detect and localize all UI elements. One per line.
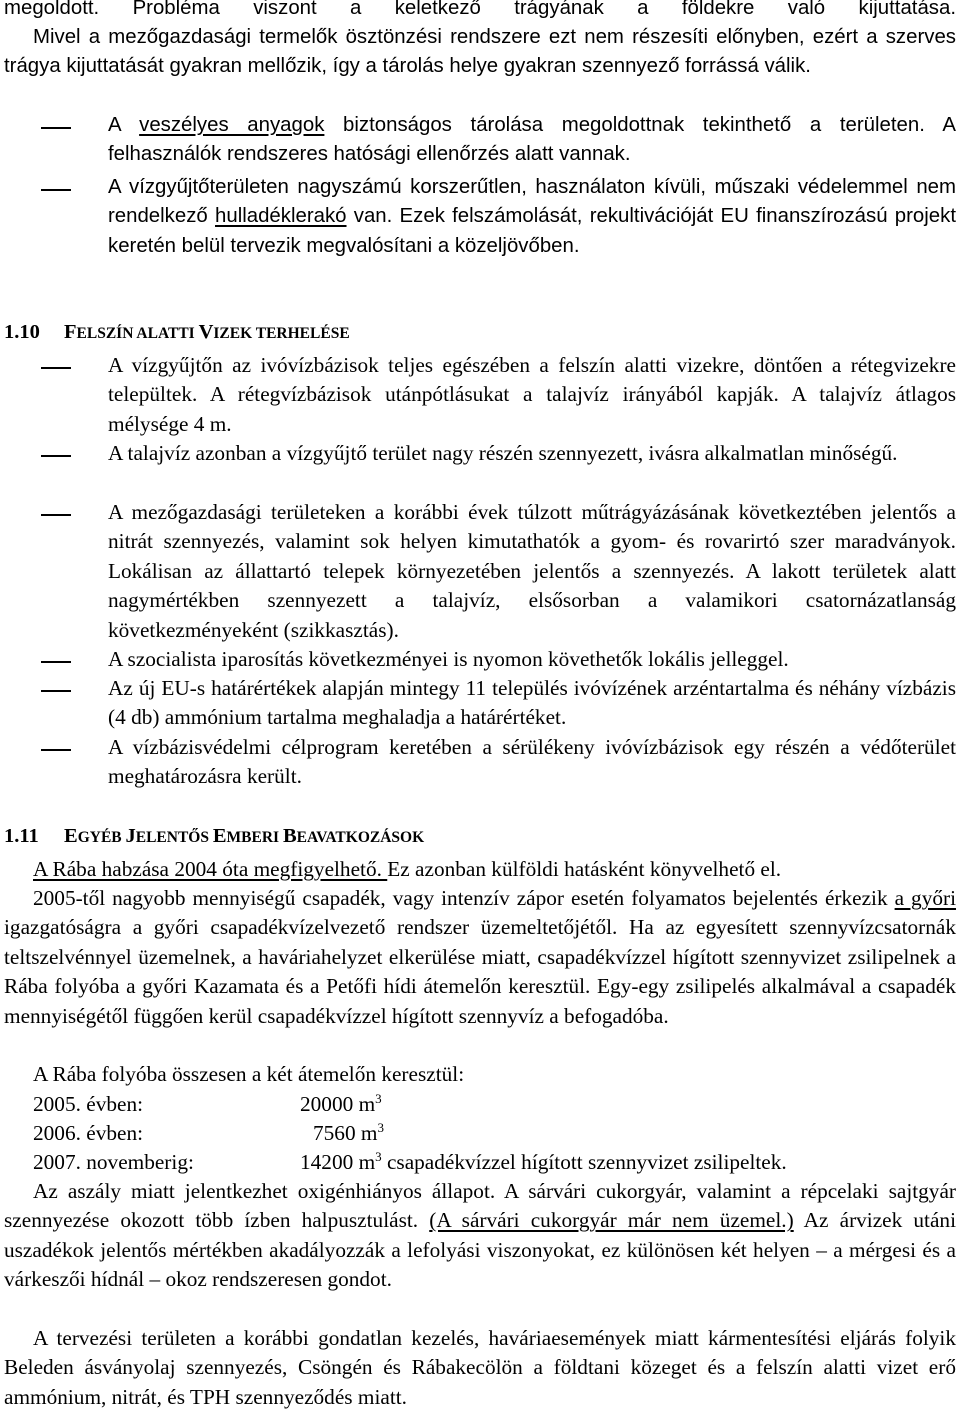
discharge-value: 20000 $m^3$ bbox=[300, 1091, 382, 1116]
bullet-landfills: A vízgyűjtőterületen nagyszámú korszerűtlen, használaton kívüli, műszaki védelemmel nem rendelkező hulladéklerakó van. Ezek felszámolását, rekultivációját EU finanszírozású projekt keretén belül tervezik megvalósítani a közeljövőben. bbox=[108, 176, 957, 257]
section-heading-1-11: 1.11 EGYÉB JELENTŐS EMBERI BEAVATKOZÁSOK bbox=[4, 822, 424, 852]
drought-paragraph: Az aszály miatt jelentkezhet oxigénhiányos állapot. A sárvári cukorgyár, valamint a répcelaki sajtgyár szennyezése okozott több ízben halpusztulást. (A sárvári cukorgyár már nem üzemel.) Az árvizek utáni uszadékok jelentős mértékben akadályozzák a lefolyási viszonyokat, ez különösen két helyen – a mérgesi és a várkeszői hídnál – okoz rendszeresen gondot. bbox=[4, 1179, 956, 1292]
discharge-year-label: 2007. novemberig: bbox=[33, 1150, 194, 1174]
bullet-dash bbox=[41, 749, 71, 751]
section-heading-1-10: 1.10 FELSZÍN ALATTI VIZEK TERHELÉSE bbox=[4, 318, 350, 348]
underlined-term: hulladéklerakó bbox=[215, 205, 347, 228]
bullet-industrialisation: A szocialista iparosítás következményei is nyomon követhetők lokális jelleggel. bbox=[108, 647, 789, 671]
section-number: 1.10 bbox=[4, 321, 40, 343]
raba-stormwater-paragraph: 2005-től nagyobb mennyiségű csapadék, vagy intenzív zápor esetén folyamatos bejelentés érkezik a győri igazgatóságra a győri csapadékvízelvezető rendszer üzemeltetőjétől. Ha az egyesített szennyvízcsatornák teltszelvénnyel üzemelnek, a haváriahelyzet elkerülése miatt, csapadékvízzel hígított szennyvizet zsilipelnek a Rába folyóba a győri Kazamata és a Petőfi hídi átemelőn keresztül. Egy-egy zsilipelés alkalmával a csapadék mennyiségétől függően kerül csapadékvízzel hígított szennyvíz a befogadóba. bbox=[4, 886, 957, 1028]
remediation-paragraph: A tervezési területen a korábbi gondatlan kezelés, haváriaesemények miatt kármentesítési eljárás folyik Beleden ásványolaj szennyezés, Csöngén és Rábakecölön a földtani közeget és a felszín alatti vizet erő ammónium, nitrát, és TPH szennyeződés miatt. bbox=[4, 1326, 956, 1409]
bullet-groundwater-quality: A talajvíz azonban a vízgyűjtő terület nagy részén szennyezett, ivásra alkalmatlan minőségű. bbox=[108, 441, 898, 465]
raba-total-label: A Rába folyóba összesen a két átemelőn keresztül: bbox=[33, 1062, 465, 1086]
bullet-hazardous-storage: A veszélyes anyagok biztonságos tárolása megoldottnak tekinthető a területen. A felhasználók rendszeres hatósági ellenőrzés alatt vannak. bbox=[108, 114, 956, 166]
bullet-agriculture: A mezőgazdasági területeken a korábbi évek túlzott műtrágyázásának következtében jelentős a nitrát szennyezés, valamint sok helyen kimutathatók a gyom- és rovarirtó szer maradványok. Lokálisan az állattartó telepek környezetében jelentős a szennyezés. A lakott területek alatt nagymértékben szennyezett a talajvíz, elsősorban a valamikori csatornázatlanság következményeként (szikkasztás). bbox=[108, 500, 956, 642]
bullet-dash bbox=[41, 189, 71, 191]
bullet-protection: A vízbázisvédelmi célprogram keretében a sérülékeny ivóvízbázisok egy részén a védőterület meghatározásra került. bbox=[108, 735, 956, 789]
discharge-year-label: 2006. évben: bbox=[33, 1121, 144, 1145]
section-number: 1.11 bbox=[4, 825, 39, 847]
underlined-term: veszélyes anyagok bbox=[139, 114, 325, 136]
bullet-dash bbox=[41, 661, 71, 663]
intro-line: megoldott. Probléma viszont a keletkező trágyának a földekre való kijuttatása. bbox=[4, 0, 956, 19]
discharge-value: 14200 $m^3$ csapadékvízzel hígított szennyvizet zsilipeltek. bbox=[300, 1149, 787, 1174]
raba-foaming-paragraph: A Rába habzása 2004 óta megfigyelhető. Ez azonban külföldi hatásként könyvelhető el. bbox=[33, 857, 782, 881]
bullet-dash bbox=[41, 367, 71, 369]
bullet-dash bbox=[41, 455, 71, 457]
bullet-aquifers: A vízgyűjtőn az ivóvízbázisok teljes egészében a felszín alatti vizekre, döntően a rétegvizekre települtek. A rétegvízbázisok utánpótlásukat a talajvíz irányából kapják. A talajvíz átlagos mélysége 4 m. bbox=[108, 353, 956, 436]
bullet-dash bbox=[41, 690, 71, 692]
underlined-term: a győri bbox=[894, 886, 957, 910]
bullet-dash bbox=[41, 514, 71, 516]
discharge-value: 7560 $m^3$ bbox=[313, 1120, 384, 1145]
intro-paragraph: Mivel a mezőgazdasági termelők ösztönzési rendszere ezt nem részesíti előnyben, ezért a szerves trágya kijuttatását gyakran mellőzik, így a tárolás helye gyakran szennyező forrássá válik. bbox=[4, 26, 956, 78]
bullet-dash bbox=[41, 127, 71, 129]
discharge-year-label: 2005. évben: bbox=[33, 1092, 144, 1116]
underlined-note: (A sárvári cukorgyár már nem üzemel.) bbox=[429, 1208, 794, 1233]
bullet-arsenic: Az új EU-s határértékek alapján mintegy 11 település ivóvízének arzéntartalma és néhány vízbázis (4 db) ammónium tartalma meghaladja a határértéket. bbox=[108, 676, 956, 730]
